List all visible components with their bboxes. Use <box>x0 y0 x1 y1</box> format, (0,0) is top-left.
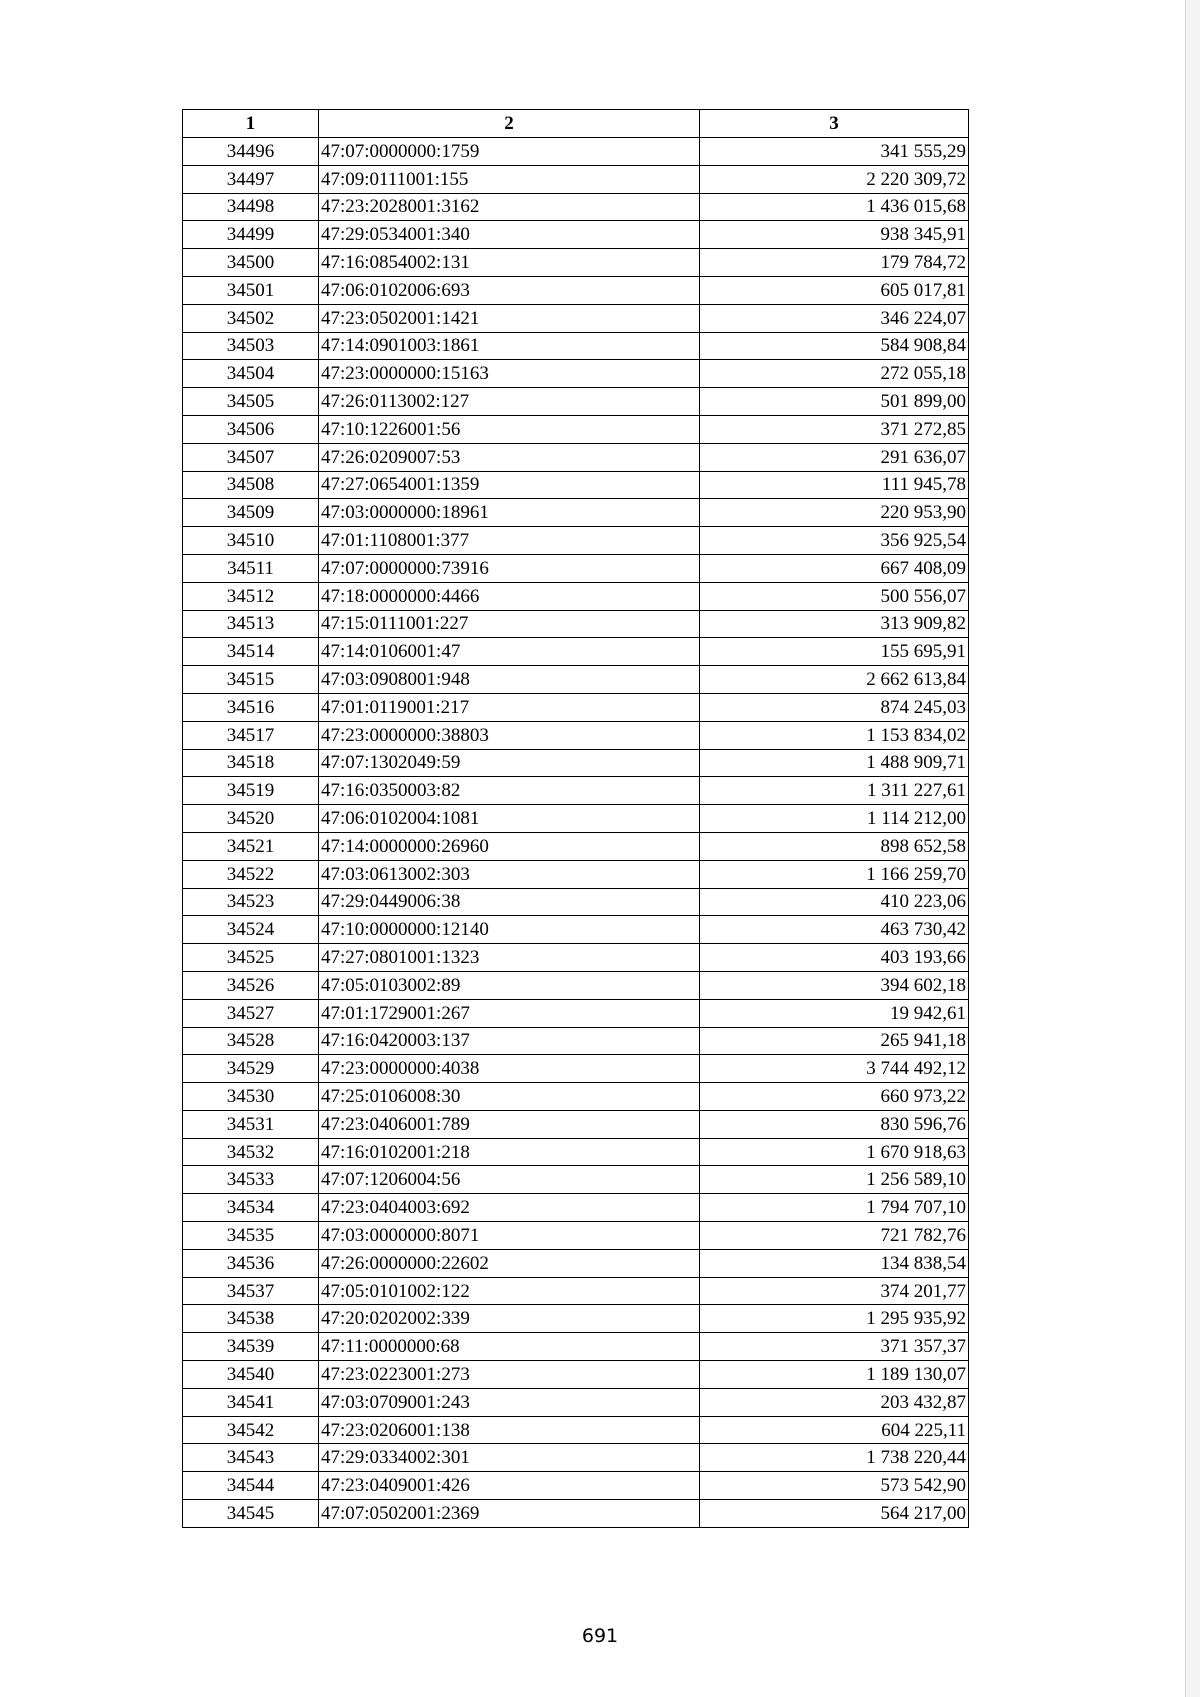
value-cell: 374 201,77 <box>700 1277 969 1305</box>
table-row <box>183 610 969 638</box>
cadastral-number-cell: 47:16:0854002:131 <box>319 249 700 277</box>
row-number-cell: 34545 <box>183 1500 319 1528</box>
table-row <box>183 1444 969 1472</box>
row-number-cell: 34539 <box>183 1333 319 1361</box>
table-row <box>183 1361 969 1389</box>
value-cell: 3 744 492,12 <box>700 1055 969 1083</box>
row-number-cell: 34542 <box>183 1416 319 1444</box>
value-cell: 1 114 212,00 <box>700 805 969 833</box>
row-number-cell: 34534 <box>183 1194 319 1222</box>
table-row <box>183 638 969 666</box>
cadastral-number-cell: 47:05:0101002:122 <box>319 1277 700 1305</box>
row-number-cell: 34522 <box>183 860 319 888</box>
value-cell: 660 973,22 <box>700 1083 969 1111</box>
cadastral-number-cell: 47:15:0111001:227 <box>319 610 700 638</box>
table-row <box>183 1194 969 1222</box>
row-number-cell: 34503 <box>183 332 319 360</box>
cadastral-number-cell: 47:14:0106001:47 <box>319 638 700 666</box>
value-cell: 463 730,42 <box>700 916 969 944</box>
cadastral-number-cell: 47:26:0209007:53 <box>319 443 700 471</box>
cadastral-number-cell: 47:23:0409001:426 <box>319 1472 700 1500</box>
cadastral-number-cell: 47:20:0202002:339 <box>319 1305 700 1333</box>
cadastral-number-cell: 47:14:0000000:26960 <box>319 832 700 860</box>
cadastral-number-cell: 47:01:0119001:217 <box>319 693 700 721</box>
value-cell: 605 017,81 <box>700 276 969 304</box>
row-number-cell: 34536 <box>183 1249 319 1277</box>
table-row <box>183 582 969 610</box>
value-cell: 111 945,78 <box>700 471 969 499</box>
row-number-cell: 34530 <box>183 1083 319 1111</box>
value-cell: 501 899,00 <box>700 388 969 416</box>
cadastral-number-cell: 47:23:0406001:789 <box>319 1110 700 1138</box>
row-number-cell: 34517 <box>183 721 319 749</box>
row-number-cell: 34504 <box>183 360 319 388</box>
cadastral-number-cell: 47:23:0000000:38803 <box>319 721 700 749</box>
cadastral-number-cell: 47:23:0502001:1421 <box>319 304 700 332</box>
value-cell: 265 941,18 <box>700 1027 969 1055</box>
value-cell: 220 953,90 <box>700 499 969 527</box>
table-row <box>183 749 969 777</box>
table-row <box>183 1222 969 1250</box>
row-number-cell: 34497 <box>183 165 319 193</box>
value-cell: 1 189 130,07 <box>700 1361 969 1389</box>
table-row <box>183 499 969 527</box>
table-row <box>183 1500 969 1528</box>
cadastral-number-cell: 47:06:0102006:693 <box>319 276 700 304</box>
value-cell: 410 223,06 <box>700 888 969 916</box>
row-number-cell: 34540 <box>183 1361 319 1389</box>
row-number-cell: 34498 <box>183 193 319 221</box>
cadastral-number-cell: 47:07:1206004:56 <box>319 1166 700 1194</box>
cadastral-number-cell: 47:07:0502001:2369 <box>319 1500 700 1528</box>
row-number-cell: 34526 <box>183 971 319 999</box>
table-row <box>183 860 969 888</box>
value-cell: 1 670 918,63 <box>700 1138 969 1166</box>
value-cell: 1 488 909,71 <box>700 749 969 777</box>
table-row <box>183 693 969 721</box>
value-cell: 938 345,91 <box>700 221 969 249</box>
value-cell: 346 224,07 <box>700 304 969 332</box>
table-row <box>183 1472 969 1500</box>
cadastral-number-cell: 47:23:2028001:3162 <box>319 193 700 221</box>
cadastral-number-cell: 47:14:0901003:1861 <box>319 332 700 360</box>
row-number-cell: 34532 <box>183 1138 319 1166</box>
value-cell: 721 782,76 <box>700 1222 969 1250</box>
row-number-cell: 34523 <box>183 888 319 916</box>
cadastral-number-cell: 47:29:0449006:38 <box>319 888 700 916</box>
value-cell: 584 908,84 <box>700 332 969 360</box>
value-cell: 2 662 613,84 <box>700 666 969 694</box>
row-number-cell: 34535 <box>183 1222 319 1250</box>
cadastral-number-cell: 47:29:0334002:301 <box>319 1444 700 1472</box>
table-row <box>183 916 969 944</box>
value-cell: 573 542,90 <box>700 1472 969 1500</box>
value-cell: 134 838,54 <box>700 1249 969 1277</box>
cadastral-number-cell: 47:03:0709001:243 <box>319 1388 700 1416</box>
value-cell: 1 166 259,70 <box>700 860 969 888</box>
column-header-1: 1 <box>183 110 319 138</box>
table-row <box>183 1249 969 1277</box>
row-number-cell: 34507 <box>183 443 319 471</box>
row-number-cell: 34499 <box>183 221 319 249</box>
table-row <box>183 1083 969 1111</box>
cadastral-number-cell: 47:23:0404003:692 <box>319 1194 700 1222</box>
value-cell: 830 596,76 <box>700 1110 969 1138</box>
row-number-cell: 34528 <box>183 1027 319 1055</box>
table-row <box>183 944 969 972</box>
table-row <box>183 1166 969 1194</box>
table-row <box>183 999 969 1027</box>
value-cell: 155 695,91 <box>700 638 969 666</box>
value-cell: 2 220 309,72 <box>700 165 969 193</box>
row-number-cell: 34500 <box>183 249 319 277</box>
cadastral-number-cell: 47:16:0350003:82 <box>319 777 700 805</box>
page-edge <box>1185 0 1200 1697</box>
value-cell: 313 909,82 <box>700 610 969 638</box>
row-number-cell: 34544 <box>183 1472 319 1500</box>
table-row <box>183 721 969 749</box>
row-number-cell: 34514 <box>183 638 319 666</box>
cadastral-number-cell: 47:27:0654001:1359 <box>319 471 700 499</box>
value-cell: 291 636,07 <box>700 443 969 471</box>
cadastral-value-table <box>182 109 969 1528</box>
row-number-cell: 34538 <box>183 1305 319 1333</box>
table-row <box>183 1416 969 1444</box>
row-number-cell: 34519 <box>183 777 319 805</box>
cadastral-number-cell: 47:26:0000000:22602 <box>319 1249 700 1277</box>
value-cell: 356 925,54 <box>700 527 969 555</box>
cadastral-number-cell: 47:06:0102004:1081 <box>319 805 700 833</box>
value-cell: 19 942,61 <box>700 999 969 1027</box>
table-row <box>183 805 969 833</box>
row-number-cell: 34513 <box>183 610 319 638</box>
cadastral-number-cell: 47:07:0000000:73916 <box>319 554 700 582</box>
table-row <box>183 1138 969 1166</box>
table-row <box>183 360 969 388</box>
row-number-cell: 34529 <box>183 1055 319 1083</box>
row-number-cell: 34533 <box>183 1166 319 1194</box>
value-cell: 394 602,18 <box>700 971 969 999</box>
value-cell: 179 784,72 <box>700 249 969 277</box>
row-number-cell: 34525 <box>183 944 319 972</box>
table-row <box>183 193 969 221</box>
value-cell: 1 738 220,44 <box>700 1444 969 1472</box>
cadastral-number-cell: 47:18:0000000:4466 <box>319 582 700 610</box>
value-cell: 371 272,85 <box>700 415 969 443</box>
value-cell: 1 153 834,02 <box>700 721 969 749</box>
table-row <box>183 304 969 332</box>
row-number-cell: 34511 <box>183 554 319 582</box>
table-row <box>183 888 969 916</box>
row-number-cell: 34512 <box>183 582 319 610</box>
value-cell: 371 357,37 <box>700 1333 969 1361</box>
value-cell: 403 193,66 <box>700 944 969 972</box>
row-number-cell: 34508 <box>183 471 319 499</box>
cadastral-number-cell: 47:01:1108001:377 <box>319 527 700 555</box>
table-row <box>183 777 969 805</box>
row-number-cell: 34515 <box>183 666 319 694</box>
cadastral-number-cell: 47:16:0102001:218 <box>319 1138 700 1166</box>
row-number-cell: 34505 <box>183 388 319 416</box>
row-number-cell: 34518 <box>183 749 319 777</box>
cadastral-number-cell: 47:10:1226001:56 <box>319 415 700 443</box>
cadastral-number-cell: 47:03:0613002:303 <box>319 860 700 888</box>
table-row <box>183 666 969 694</box>
row-number-cell: 34531 <box>183 1110 319 1138</box>
cadastral-number-cell: 47:27:0801001:1323 <box>319 944 700 972</box>
table-row <box>183 1110 969 1138</box>
value-cell: 1 311 227,61 <box>700 777 969 805</box>
cadastral-number-cell: 47:01:1729001:267 <box>319 999 700 1027</box>
table-row <box>183 221 969 249</box>
column-header-3: 3 <box>700 110 969 138</box>
value-cell: 898 652,58 <box>700 832 969 860</box>
value-cell: 1 256 589,10 <box>700 1166 969 1194</box>
value-cell: 564 217,00 <box>700 1500 969 1528</box>
table-row <box>183 1055 969 1083</box>
table-body <box>183 138 969 1528</box>
value-cell: 1 794 707,10 <box>700 1194 969 1222</box>
table-row <box>183 971 969 999</box>
cadastral-number-cell: 47:03:0000000:8071 <box>319 1222 700 1250</box>
row-number-cell: 34541 <box>183 1388 319 1416</box>
cadastral-number-cell: 47:23:0206001:138 <box>319 1416 700 1444</box>
table-row <box>183 1305 969 1333</box>
cadastral-number-cell: 47:05:0103002:89 <box>319 971 700 999</box>
table-row <box>183 332 969 360</box>
table-header-row <box>183 110 969 138</box>
page-number: 691 <box>581 1625 619 1647</box>
table-row <box>183 471 969 499</box>
row-number-cell: 34516 <box>183 693 319 721</box>
table-row <box>183 138 969 166</box>
row-number-cell: 34527 <box>183 999 319 1027</box>
row-number-cell: 34520 <box>183 805 319 833</box>
value-cell: 500 556,07 <box>700 582 969 610</box>
row-number-cell: 34521 <box>183 832 319 860</box>
table-row <box>183 165 969 193</box>
value-cell: 203 432,87 <box>700 1388 969 1416</box>
table-row <box>183 527 969 555</box>
cadastral-number-cell: 47:16:0420003:137 <box>319 1027 700 1055</box>
table-row <box>183 1277 969 1305</box>
table-row <box>183 276 969 304</box>
row-number-cell: 34524 <box>183 916 319 944</box>
value-cell: 341 555,29 <box>700 138 969 166</box>
cadastral-number-cell: 47:11:0000000:68 <box>319 1333 700 1361</box>
value-cell: 272 055,18 <box>700 360 969 388</box>
cadastral-number-cell: 47:09:0111001:155 <box>319 165 700 193</box>
table-row <box>183 1388 969 1416</box>
row-number-cell: 34510 <box>183 527 319 555</box>
value-cell: 604 225,11 <box>700 1416 969 1444</box>
table-row <box>183 388 969 416</box>
cadastral-number-cell: 47:03:0908001:948 <box>319 666 700 694</box>
row-number-cell: 34509 <box>183 499 319 527</box>
value-cell: 1 295 935,92 <box>700 1305 969 1333</box>
row-number-cell: 34543 <box>183 1444 319 1472</box>
value-cell: 1 436 015,68 <box>700 193 969 221</box>
value-cell: 874 245,03 <box>700 693 969 721</box>
column-header-2: 2 <box>319 110 700 138</box>
table-row <box>183 443 969 471</box>
cadastral-number-cell: 47:07:1302049:59 <box>319 749 700 777</box>
cadastral-number-cell: 47:23:0000000:4038 <box>319 1055 700 1083</box>
row-number-cell: 34506 <box>183 415 319 443</box>
row-number-cell: 34537 <box>183 1277 319 1305</box>
table-row <box>183 1333 969 1361</box>
cadastral-number-cell: 47:07:0000000:1759 <box>319 138 700 166</box>
cadastral-number-cell: 47:29:0534001:340 <box>319 221 700 249</box>
value-cell: 667 408,09 <box>700 554 969 582</box>
table-row <box>183 415 969 443</box>
row-number-cell: 34496 <box>183 138 319 166</box>
cadastral-number-cell: 47:10:0000000:12140 <box>319 916 700 944</box>
table-row <box>183 832 969 860</box>
cadastral-number-cell: 47:23:0223001:273 <box>319 1361 700 1389</box>
table-row <box>183 249 969 277</box>
cadastral-number-cell: 47:03:0000000:18961 <box>319 499 700 527</box>
table-row <box>183 554 969 582</box>
cadastral-number-cell: 47:26:0113002:127 <box>319 388 700 416</box>
cadastral-number-cell: 47:25:0106008:30 <box>319 1083 700 1111</box>
table-row <box>183 1027 969 1055</box>
row-number-cell: 34502 <box>183 304 319 332</box>
row-number-cell: 34501 <box>183 276 319 304</box>
cadastral-number-cell: 47:23:0000000:15163 <box>319 360 700 388</box>
